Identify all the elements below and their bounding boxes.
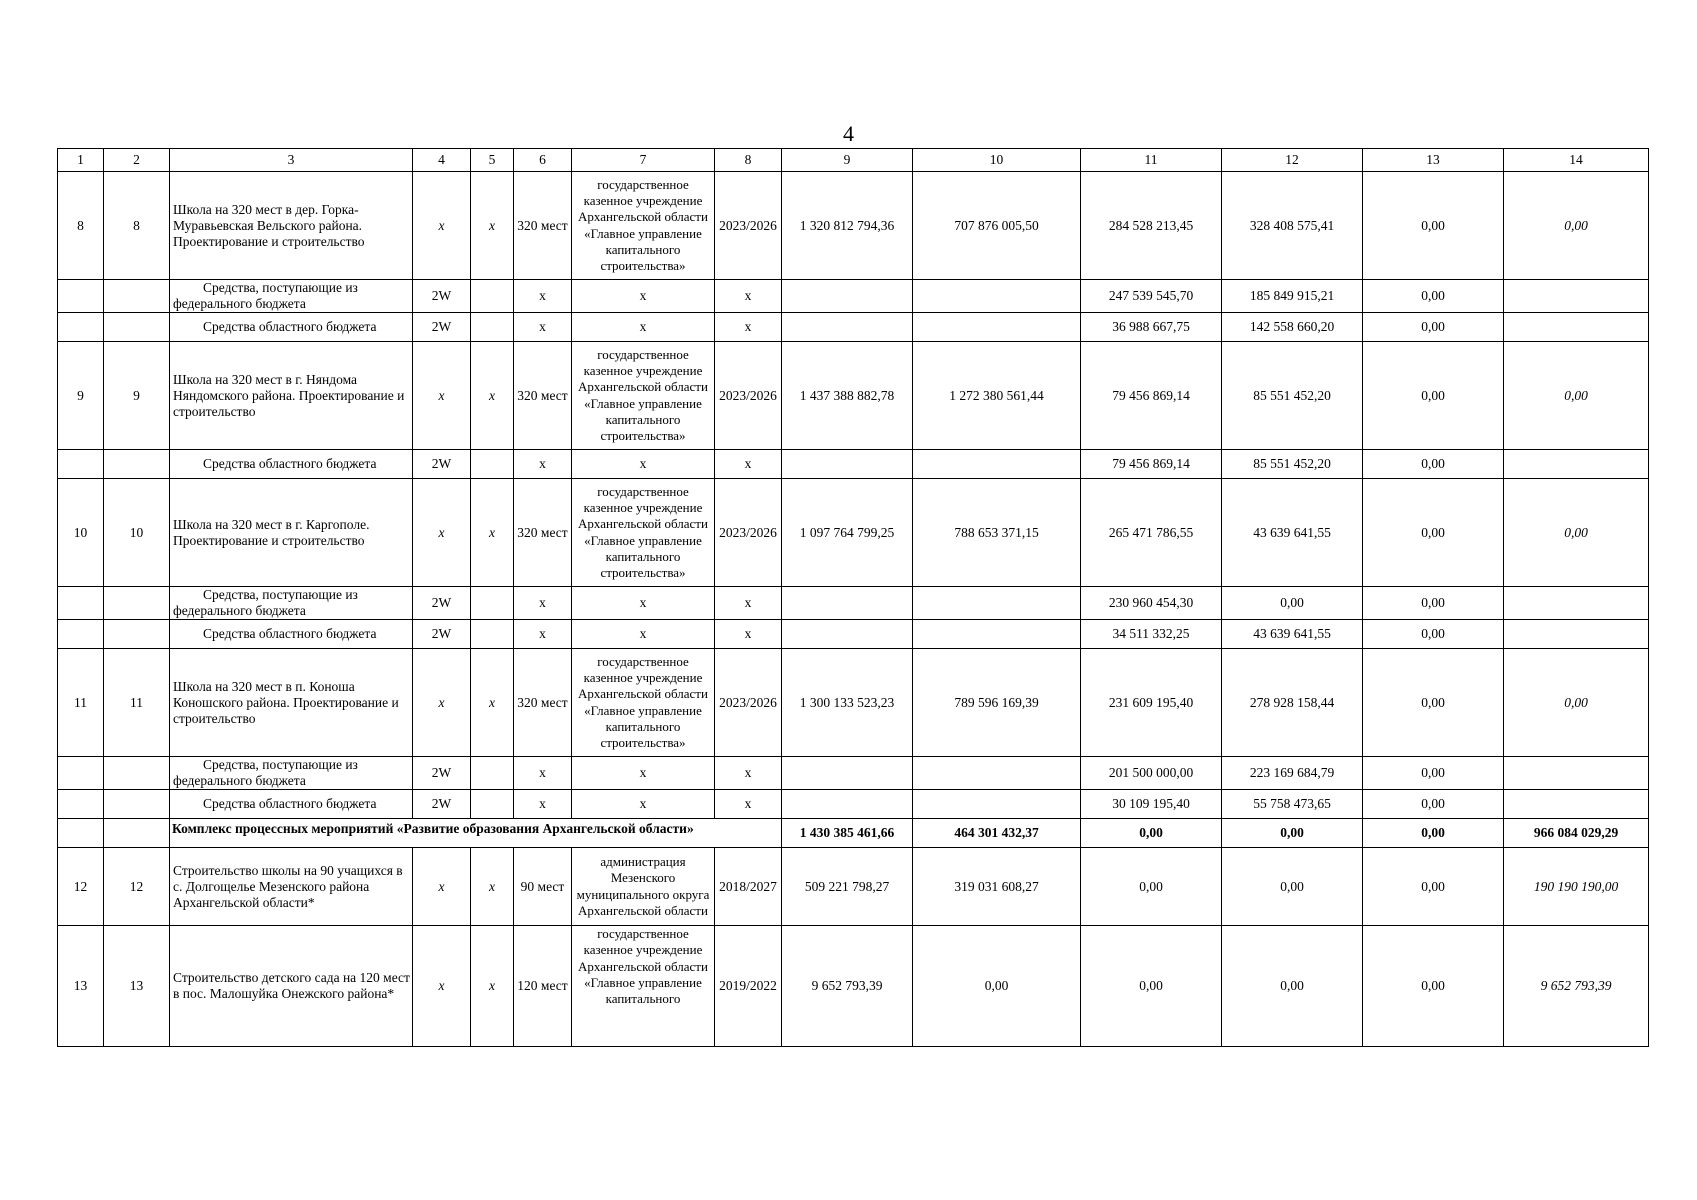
year3-cell: 0,00	[1363, 926, 1504, 1047]
object-number-cell	[104, 620, 170, 649]
year3-cell: 0,00	[1363, 587, 1504, 620]
table-row	[58, 620, 1649, 649]
funded-cell	[913, 450, 1081, 479]
remainder-cell	[1504, 790, 1649, 819]
remainder-cell	[1504, 313, 1649, 342]
header-cell: 4	[413, 149, 471, 172]
type-cell: х	[471, 848, 514, 926]
code-cell: 2W	[413, 790, 471, 819]
period-cell: 2023/2026	[715, 342, 782, 450]
period-cell: 2018/2027	[715, 848, 782, 926]
estimated-cost-cell	[782, 790, 913, 819]
period-cell: 2023/2026	[715, 649, 782, 757]
customer-cell: х	[572, 790, 715, 819]
year1-cell: 0,00	[1081, 926, 1222, 1047]
row-number-cell	[58, 450, 104, 479]
year2-cell: 278 928 158,44	[1222, 649, 1363, 757]
budget-table	[57, 148, 1649, 1047]
row-number-cell	[58, 819, 104, 848]
year1-cell: 79 456 869,14	[1081, 342, 1222, 450]
table-row	[58, 313, 1649, 342]
type-cell	[471, 280, 514, 313]
year1-cell: 231 609 195,40	[1081, 649, 1222, 757]
header-row	[58, 149, 1649, 172]
period-cell: 2023/2026	[715, 172, 782, 280]
row-number-cell: 9	[58, 342, 104, 450]
year3-cell: 0,00	[1363, 450, 1504, 479]
table-row	[58, 848, 1649, 926]
period-cell: х	[715, 587, 782, 620]
header-cell: 13	[1363, 149, 1504, 172]
estimated-cost-cell	[782, 587, 913, 620]
year3-cell: 0,00	[1363, 757, 1504, 790]
customer-cell: х	[572, 313, 715, 342]
capacity-cell: 90 мест	[514, 848, 572, 926]
object-number-cell	[104, 790, 170, 819]
funded-cell: 788 653 371,15	[913, 479, 1081, 587]
table-row	[58, 280, 1649, 313]
year2-cell: 85 551 452,20	[1222, 342, 1363, 450]
capacity-cell: х	[514, 620, 572, 649]
table-row	[58, 790, 1649, 819]
year2-cell: 0,00	[1222, 926, 1363, 1047]
capacity-cell: х	[514, 790, 572, 819]
type-cell: х	[471, 342, 514, 450]
row-number-cell: 8	[58, 172, 104, 280]
capacity-cell: х	[514, 313, 572, 342]
page-number: 4	[843, 121, 854, 146]
header-cell: 7	[572, 149, 715, 172]
year3-cell: 0,00	[1363, 313, 1504, 342]
year3-cell: 0,00	[1363, 280, 1504, 313]
object-number-cell: 8	[104, 172, 170, 280]
year1-cell: 0,00	[1081, 848, 1222, 926]
year1-cell: 30 109 195,40	[1081, 790, 1222, 819]
code-cell: х	[413, 848, 471, 926]
header-cell: 14	[1504, 149, 1649, 172]
capacity-cell: 320 мест	[514, 342, 572, 450]
code-cell: 2W	[413, 313, 471, 342]
funding-source-label: Средства областного бюджета	[203, 626, 377, 641]
period-cell: х	[715, 313, 782, 342]
header-cell: 9	[782, 149, 913, 172]
funding-source-label: Средства областного бюджета	[203, 456, 377, 471]
capacity-cell: х	[514, 450, 572, 479]
object-number-cell	[104, 587, 170, 620]
year1-cell: 79 456 869,14	[1081, 450, 1222, 479]
capacity-cell: 320 мест	[514, 479, 572, 587]
estimated-cost-cell: 1 097 764 799,25	[782, 479, 913, 587]
funding-source-cell	[170, 587, 413, 620]
type-cell	[471, 313, 514, 342]
row-number-cell	[58, 313, 104, 342]
year2-cell: 223 169 684,79	[1222, 757, 1363, 790]
funding-source-label: Средства, поступающие из федерального бюджета	[173, 757, 358, 788]
object-number-cell: 13	[104, 926, 170, 1047]
header-cell: 3	[170, 149, 413, 172]
customer-cell: х	[572, 280, 715, 313]
customer-cell: х	[572, 450, 715, 479]
object-number-cell	[104, 280, 170, 313]
estimated-cost-cell: 9 652 793,39	[782, 926, 913, 1047]
header-cell: 5	[471, 149, 514, 172]
estimated-cost-cell	[782, 620, 913, 649]
type-cell: х	[471, 926, 514, 1047]
funded-cell: 319 031 608,27	[913, 848, 1081, 926]
year1-cell: 0,00	[1081, 819, 1222, 848]
year3-cell: 0,00	[1363, 479, 1504, 587]
object-name-cell: Строительство детского сада на 120 мест в пос. Малошуйка Онежского района*	[170, 926, 413, 1047]
funded-cell	[913, 620, 1081, 649]
table-row	[58, 172, 1649, 280]
year2-cell: 185 849 915,21	[1222, 280, 1363, 313]
object-name-cell: Школа на 320 мест в п. Коноша Коношского района. Проектирование и строительство	[170, 649, 413, 757]
header-cell: 11	[1081, 149, 1222, 172]
table-row	[58, 926, 1649, 1047]
complex-name-cell: Комплекс процессных мероприятий «Развитие образования Архангельской области»	[170, 819, 782, 848]
object-name-cell: Школа на 320 мест в дер. Горка-Муравьевская Вельского района. Проектирование и строительство	[170, 172, 413, 280]
code-cell: х	[413, 649, 471, 757]
funded-cell: 0,00	[913, 926, 1081, 1047]
funded-cell	[913, 790, 1081, 819]
funded-cell	[913, 280, 1081, 313]
table-row	[58, 649, 1649, 757]
capacity-cell: 320 мест	[514, 649, 572, 757]
estimated-cost-cell: 509 221 798,27	[782, 848, 913, 926]
object-number-cell	[104, 313, 170, 342]
customer-cell: государственное казенное учреждение Архангельской области «Главное управление капитального	[572, 926, 715, 1047]
object-name-cell: Школа на 320 мест в г. Каргополе. Проектирование и строительство	[170, 479, 413, 587]
row-number-cell: 11	[58, 649, 104, 757]
type-cell	[471, 620, 514, 649]
year1-cell: 230 960 454,30	[1081, 587, 1222, 620]
estimated-cost-cell	[782, 450, 913, 479]
object-number-cell: 10	[104, 479, 170, 587]
object-name-cell: Школа на 320 мест в г. Няндома Няндомского района. Проектирование и строительство	[170, 342, 413, 450]
remainder-cell: 966 084 029,29	[1504, 819, 1649, 848]
year1-cell: 247 539 545,70	[1081, 280, 1222, 313]
type-cell: х	[471, 649, 514, 757]
estimated-cost-cell: 1 430 385 461,66	[782, 819, 913, 848]
code-cell: х	[413, 342, 471, 450]
period-cell: 2019/2022	[715, 926, 782, 1047]
capacity-cell: х	[514, 280, 572, 313]
table-row	[58, 479, 1649, 587]
year1-cell: 284 528 213,45	[1081, 172, 1222, 280]
funding-source-label: Средства областного бюджета	[203, 319, 377, 334]
remainder-cell	[1504, 280, 1649, 313]
funding-source-cell	[170, 790, 413, 819]
row-number-cell	[58, 620, 104, 649]
row-number-cell	[58, 757, 104, 790]
table-row	[58, 450, 1649, 479]
remainder-cell	[1504, 620, 1649, 649]
funding-source-label: Средства областного бюджета	[203, 796, 377, 811]
row-number-cell: 10	[58, 479, 104, 587]
funded-cell: 1 272 380 561,44	[913, 342, 1081, 450]
remainder-cell: 0,00	[1504, 649, 1649, 757]
code-cell: 2W	[413, 587, 471, 620]
remainder-cell: 9 652 793,39	[1504, 926, 1649, 1047]
row-number-cell	[58, 790, 104, 819]
year1-cell: 201 500 000,00	[1081, 757, 1222, 790]
year1-cell: 36 988 667,75	[1081, 313, 1222, 342]
funding-source-cell	[170, 313, 413, 342]
row-number-cell: 13	[58, 926, 104, 1047]
year2-cell: 142 558 660,20	[1222, 313, 1363, 342]
remainder-cell	[1504, 757, 1649, 790]
customer-cell: х	[572, 620, 715, 649]
code-cell: х	[413, 479, 471, 587]
year1-cell: 265 471 786,55	[1081, 479, 1222, 587]
remainder-cell: 0,00	[1504, 172, 1649, 280]
customer-cell: государственное казенное учреждение Архангельской области «Главное управление капитального строительства»	[572, 479, 715, 587]
remainder-cell	[1504, 450, 1649, 479]
row-number-cell: 12	[58, 848, 104, 926]
object-number-cell	[104, 450, 170, 479]
year2-cell: 43 639 641,55	[1222, 479, 1363, 587]
estimated-cost-cell	[782, 313, 913, 342]
customer-cell: государственное казенное учреждение Архангельской области «Главное управление капитального строительства»	[572, 172, 715, 280]
customer-cell: х	[572, 757, 715, 790]
funding-source-cell	[170, 757, 413, 790]
year2-cell: 0,00	[1222, 819, 1363, 848]
year2-cell: 328 408 575,41	[1222, 172, 1363, 280]
type-cell: х	[471, 479, 514, 587]
year3-cell: 0,00	[1363, 342, 1504, 450]
code-cell: 2W	[413, 620, 471, 649]
funding-source-label: Средства, поступающие из федерального бюджета	[173, 280, 358, 311]
remainder-cell	[1504, 587, 1649, 620]
type-cell: х	[471, 172, 514, 280]
year2-cell: 85 551 452,20	[1222, 450, 1363, 479]
year2-cell: 43 639 641,55	[1222, 620, 1363, 649]
capacity-cell: 320 мест	[514, 172, 572, 280]
year3-cell: 0,00	[1363, 620, 1504, 649]
remainder-cell: 190 190 190,00	[1504, 848, 1649, 926]
period-cell: х	[715, 620, 782, 649]
table-row	[58, 587, 1649, 620]
row-number-cell	[58, 587, 104, 620]
code-cell: х	[413, 172, 471, 280]
year3-cell: 0,00	[1363, 848, 1504, 926]
remainder-cell: 0,00	[1504, 342, 1649, 450]
header-cell: 12	[1222, 149, 1363, 172]
funded-cell	[913, 757, 1081, 790]
header-cell: 2	[104, 149, 170, 172]
estimated-cost-cell: 1 320 812 794,36	[782, 172, 913, 280]
customer-cell: государственное казенное учреждение Архангельской области «Главное управление капитального строительства»	[572, 342, 715, 450]
code-cell: 2W	[413, 450, 471, 479]
capacity-cell: х	[514, 587, 572, 620]
code-cell: 2W	[413, 280, 471, 313]
header-cell: 8	[715, 149, 782, 172]
year2-cell: 0,00	[1222, 587, 1363, 620]
funding-source-label: Средства, поступающие из федерального бюджета	[173, 587, 358, 618]
period-cell: 2023/2026	[715, 479, 782, 587]
table-row	[58, 757, 1649, 790]
type-cell	[471, 450, 514, 479]
year3-cell: 0,00	[1363, 790, 1504, 819]
estimated-cost-cell	[782, 280, 913, 313]
estimated-cost-cell	[782, 757, 913, 790]
object-number-cell	[104, 757, 170, 790]
estimated-cost-cell: 1 300 133 523,23	[782, 649, 913, 757]
type-cell	[471, 757, 514, 790]
object-number-cell	[104, 819, 170, 848]
object-name-cell: Строительство школы на 90 учащихся в с. Долгощелье Мезенского района Архангельской области*	[170, 848, 413, 926]
row-number-cell	[58, 280, 104, 313]
year1-cell: 34 511 332,25	[1081, 620, 1222, 649]
code-cell: х	[413, 926, 471, 1047]
year2-cell: 0,00	[1222, 848, 1363, 926]
period-cell: х	[715, 280, 782, 313]
year3-cell: 0,00	[1363, 172, 1504, 280]
period-cell: х	[715, 757, 782, 790]
object-number-cell: 12	[104, 848, 170, 926]
code-cell: 2W	[413, 757, 471, 790]
object-number-cell: 9	[104, 342, 170, 450]
funded-cell: 789 596 169,39	[913, 649, 1081, 757]
funding-source-cell	[170, 280, 413, 313]
object-number-cell: 11	[104, 649, 170, 757]
customer-cell: х	[572, 587, 715, 620]
customer-cell: администрация Мезенского муниципального округа Архангельской области	[572, 848, 715, 926]
funded-cell: 464 301 432,37	[913, 819, 1081, 848]
remainder-cell: 0,00	[1504, 479, 1649, 587]
year3-cell: 0,00	[1363, 819, 1504, 848]
type-cell	[471, 790, 514, 819]
table-row	[58, 819, 1649, 848]
year2-cell: 55 758 473,65	[1222, 790, 1363, 819]
estimated-cost-cell: 1 437 388 882,78	[782, 342, 913, 450]
funding-source-cell	[170, 450, 413, 479]
capacity-cell: х	[514, 757, 572, 790]
type-cell	[471, 587, 514, 620]
capacity-cell: 120 мест	[514, 926, 572, 1047]
funded-cell	[913, 313, 1081, 342]
customer-cell: государственное казенное учреждение Архангельской области «Главное управление капитального строительства»	[572, 649, 715, 757]
header-cell: 1	[58, 149, 104, 172]
header-cell: 6	[514, 149, 572, 172]
header-cell: 10	[913, 149, 1081, 172]
period-cell: х	[715, 790, 782, 819]
funded-cell	[913, 587, 1081, 620]
funded-cell: 707 876 005,50	[913, 172, 1081, 280]
funding-source-cell	[170, 620, 413, 649]
period-cell: х	[715, 450, 782, 479]
table-row	[58, 342, 1649, 450]
year3-cell: 0,00	[1363, 649, 1504, 757]
